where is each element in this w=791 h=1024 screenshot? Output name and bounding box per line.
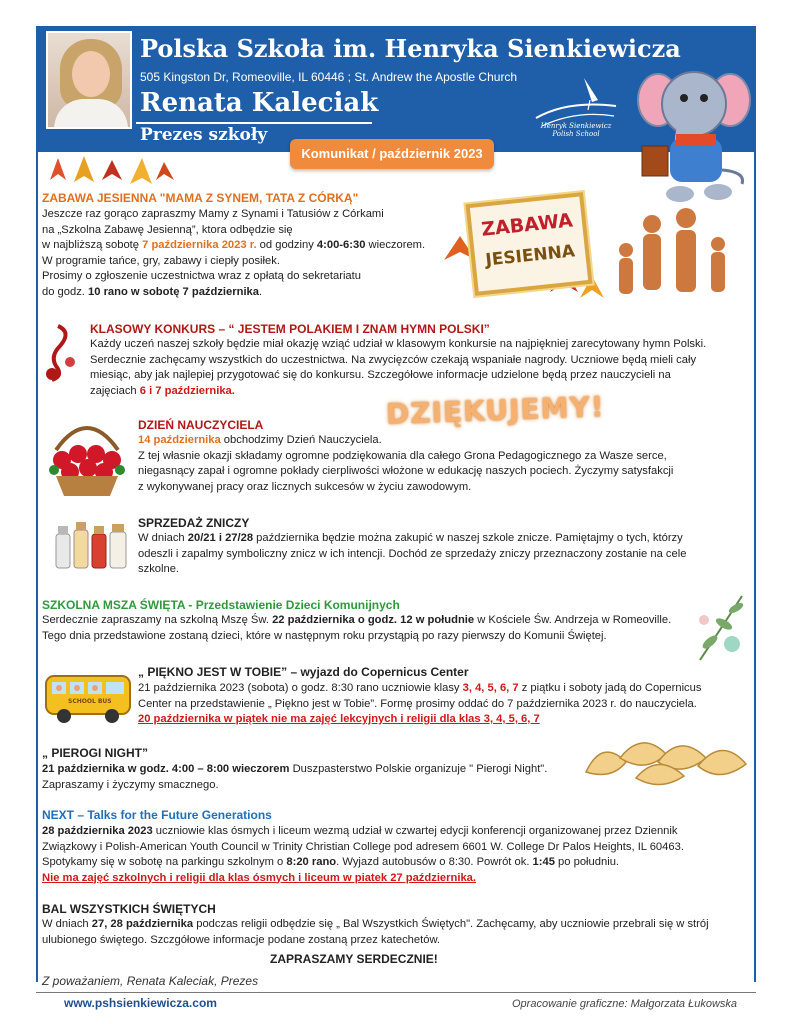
autumn-line-5: Prosimy o zgłoszenie uczestnictwa wraz z opłatą do sekretariatu bbox=[42, 270, 361, 282]
floral-branch-icon bbox=[690, 590, 752, 666]
autumn-leaves-icon bbox=[40, 150, 180, 190]
next-line-3 bbox=[42, 855, 752, 871]
section-pierogi-body bbox=[42, 762, 602, 793]
text: wieczorem. bbox=[365, 239, 426, 251]
candles-icon bbox=[52, 516, 132, 570]
section-anthem-contest-body bbox=[90, 337, 750, 399]
pierogi-line-2: Zapraszamy i życzymy smacznego. bbox=[42, 778, 219, 791]
president-photo bbox=[46, 31, 132, 129]
candle-dates: 20/21 i 27/28 bbox=[187, 532, 254, 544]
school-logo bbox=[528, 70, 624, 150]
text: zajęciach bbox=[90, 384, 140, 397]
return-time: 1:45 bbox=[532, 856, 555, 868]
autumn-line-4: W programie tańce, gry, zabawy i ciepły posiłek. bbox=[42, 254, 280, 267]
mass-time: 22 października o godz. 12 w południe bbox=[272, 614, 475, 626]
text: w Kościele Św. Andrzeja w Romeoville. bbox=[474, 614, 672, 626]
candles-line-2: odeszli i zapalmy symboliczny znicz w ich intencji. Dochód ze sprzedaży zniczy przeznaczony zostanie na cele bbox=[138, 547, 687, 560]
text: od godziny bbox=[256, 239, 317, 251]
copernicus-line-2: Center na przedstawienie „ Piękno jest w Tobie”. Formę prosimy oddać do 7 października 2023 r. do nauczyciela. bbox=[138, 697, 697, 710]
frame-left bbox=[36, 152, 38, 982]
section-autumn-party-title: ZABAWA JESIENNA "MAMA Z SYNEM, TATA Z CÓRKĄ" bbox=[42, 191, 359, 205]
pierogi-time: 21 października w godz. 4:00 – 8:00 wieczorem bbox=[42, 763, 290, 775]
graphic-credit: Opracowanie graficzne: Małgorzata Łukowska bbox=[512, 998, 738, 1010]
footer-divider bbox=[36, 992, 756, 993]
text: Duszpasterstwo Polskie organizuje " Pierogi Night". bbox=[289, 763, 548, 775]
candles-line-1 bbox=[138, 531, 752, 547]
saints-line-2: ulubionego świętego. Szczgółowe informacje podane zostaną przez katechetów. bbox=[42, 933, 441, 946]
text: . bbox=[259, 285, 263, 298]
website-link[interactable]: www.pshsienkiewicza.com bbox=[64, 996, 217, 1010]
logo-line-1: Henryk Sienkiewicz bbox=[540, 122, 612, 130]
text: uczniowie klas ósmych i liceum wezmą udział w czwartej edycji konferencji organizowanej przez Dziennik bbox=[152, 825, 678, 837]
closing-invitation: ZAPRASZAMY SERDECZNIE! bbox=[270, 952, 438, 966]
sign-line-2: JESIENNA bbox=[484, 241, 576, 271]
party-date: 7 października 2023 r. bbox=[142, 239, 257, 251]
section-copernicus-body bbox=[138, 681, 752, 728]
anthem-line-1: Każdy uczeń naszej szkoły będzie miał okazję wziąć udział w klasowym konkursie na najpiękniej zarecytowany hymn Polski. bbox=[90, 338, 707, 350]
text: 21 października 2023 (sobota) o godz. 8:30 rano uczniowie klasy bbox=[138, 682, 463, 694]
classes: 3, 4, 5, 6, 7 bbox=[462, 682, 519, 694]
president-title: Prezes szkoły bbox=[140, 125, 268, 145]
next-line-1 bbox=[42, 824, 752, 840]
anthem-line-2: Serdecznie zachęcamy wszystkich do uczestnictwa. Na zwycięzców czekają wspaniałe nagrody. Uczniowe będą mieli cały bbox=[90, 353, 697, 366]
text: podczas religii odbędzie się „ Bal Wszystkich Świętych". Zachęcamy, aby uczniowie przebrali się w strój bbox=[193, 918, 709, 930]
text: w najbliższą sobotę bbox=[42, 239, 143, 251]
autumn-line-6 bbox=[42, 285, 442, 301]
frame-right bbox=[754, 152, 756, 982]
text: października będzie można zakupić w naszej szkole znicze. Pamiętajmy o tych, którzy bbox=[253, 532, 683, 544]
section-candles-body bbox=[138, 531, 752, 578]
teachers-line-3: niegasnący zapał i ogromne pokłady cierpliwości włożone w edukację naszych pociech. Życzymy satysfakcji bbox=[138, 465, 674, 477]
section-pierogi-title: „ PIEROGI NIGHT” bbox=[42, 746, 149, 760]
contest-dates: 6 i 7 października. bbox=[139, 384, 235, 397]
music-note-icon bbox=[42, 322, 78, 384]
teachers-day-date: 14 października bbox=[138, 434, 221, 446]
section-mass-body bbox=[42, 613, 702, 644]
section-autumn-party-body bbox=[42, 207, 442, 300]
teachers-line-2: Z tej własnie okazji składamy ogromne podziękowania dla całego Grona Pedagogicznego za Wasze serce, bbox=[138, 449, 667, 462]
copernicus-notice: 20 października w piątek nie ma zajęć lekcyjnych i religii dla klas 3, 4, 5, 6, 7 bbox=[138, 713, 540, 725]
text: Spotykamy się w sobotę na parkingu szkolnym o bbox=[42, 856, 287, 868]
section-all-saints-title: BAL WSZYSTKICH ŚWIĘTYCH bbox=[42, 902, 216, 916]
anthem-line-3: miesiąc, aby jak najlepiej przygotować się do konkursu. Szczegółowe informacje udzielone będą przez nauczycieli na bbox=[90, 369, 671, 381]
candles-line-3: szkolne. bbox=[138, 563, 180, 575]
mass-line-1 bbox=[42, 613, 702, 629]
logo-text bbox=[531, 122, 621, 138]
autumn-line-2: na „Szkolna Zabawę Jesienną”, ktora odbędzie się bbox=[42, 223, 293, 236]
section-mass-title: SZKOLNA MSZA ŚWIĘTA - Przedstawienie Dzieci Komunijnych bbox=[42, 598, 400, 612]
next-line-2: Związkowy i Polish-American Youth Council w Trinity Christian College pod adresem 6601 W. College Dr Palos Heights, IL 60463. bbox=[42, 840, 684, 853]
saints-dates: 27, 28 października bbox=[91, 918, 194, 930]
name-underline bbox=[136, 122, 372, 124]
next-date: 28 października 2023 bbox=[42, 825, 153, 837]
text: po południu. bbox=[554, 856, 620, 868]
school-address: 505 Kingston Dr, Romeoville, IL 60446 ; St. Andrew the Apostle Church bbox=[140, 70, 518, 84]
section-next-title: NEXT – Talks for the Future Generations bbox=[42, 808, 272, 822]
signoff: Z poważaniem, Renata Kaleciak, Prezes bbox=[42, 974, 259, 988]
text: Serdecznie zapraszamy na szkolną Mszę Św. bbox=[42, 614, 273, 626]
copernicus-line-1 bbox=[138, 681, 752, 697]
pierogi-line-1 bbox=[42, 762, 602, 778]
teachers-line-4: z wykonywanej pracy oraz licznych sukcesów w życiu zawodowym. bbox=[138, 480, 472, 493]
school-name: Polska Szkoła im. Henryka Sienkiewicza bbox=[140, 34, 681, 63]
party-hours: 4:00-6:30 bbox=[316, 239, 366, 251]
section-teachers-day-body bbox=[138, 433, 752, 495]
thank-you-banner: DZIĘKUJEMY! bbox=[385, 390, 605, 431]
teachers-line-1 bbox=[138, 433, 752, 449]
deadline: 10 rano w sobotę 7 października bbox=[88, 285, 260, 298]
text: W dniach bbox=[138, 532, 188, 544]
section-candles-title: SPRZEDAŻ ZNICZY bbox=[138, 516, 250, 530]
text: z piątku i soboty jadą do Copernicus bbox=[518, 682, 702, 694]
bulletin-badge: Komunikat / październik 2023 bbox=[290, 139, 494, 169]
text: obchodzimy Dzień Nauczyciela. bbox=[220, 434, 382, 446]
section-copernicus-title: „ PIĘKNO JEST W TOBIE” – wyjazd do Copernicus Center bbox=[138, 665, 469, 679]
autumn-line-1: Jeszcze raz gorąco zapraszmy Mamy z Synami i Tatusiów z Córkami bbox=[42, 208, 384, 220]
section-anthem-contest-title: KLASOWY KONKURS – “ JESTEM POLAKIEM I ZNAM HYMN POLSKI” bbox=[90, 322, 490, 336]
flower-basket-icon bbox=[42, 410, 132, 500]
section-teachers-day-title: DZIEŃ NAUCZYCIELA bbox=[138, 418, 264, 432]
saints-line-1 bbox=[42, 917, 752, 933]
text: W dniach bbox=[42, 918, 92, 930]
bus-label: SCHOOL BUS bbox=[68, 698, 112, 705]
text: . Wyjazd autobusów o 8:30. Powrót ok. bbox=[336, 856, 533, 868]
autumn-line-3 bbox=[42, 238, 442, 254]
mass-line-2: Tego dnia przedstawione zostaną dzieci, które w następnym roku przystąpią po razy pierwszy do Komunii Świętej. bbox=[42, 629, 607, 642]
section-all-saints-body bbox=[42, 917, 752, 948]
meet-time: 8:20 rano bbox=[286, 856, 337, 868]
logo-line-2: Polish School bbox=[552, 130, 600, 138]
president-name: Renata Kaleciak bbox=[140, 88, 379, 118]
next-notice: Nie ma zajęć szkolnych i religii dla klas ósmych i liceum w piatek 27 października. bbox=[42, 871, 477, 884]
autumn-party-sign bbox=[466, 192, 593, 296]
section-next-body bbox=[42, 824, 752, 886]
pierogi-icon bbox=[580, 728, 752, 794]
text: do godz. bbox=[42, 285, 89, 298]
sign-line-1: ZABAWA bbox=[480, 209, 574, 241]
